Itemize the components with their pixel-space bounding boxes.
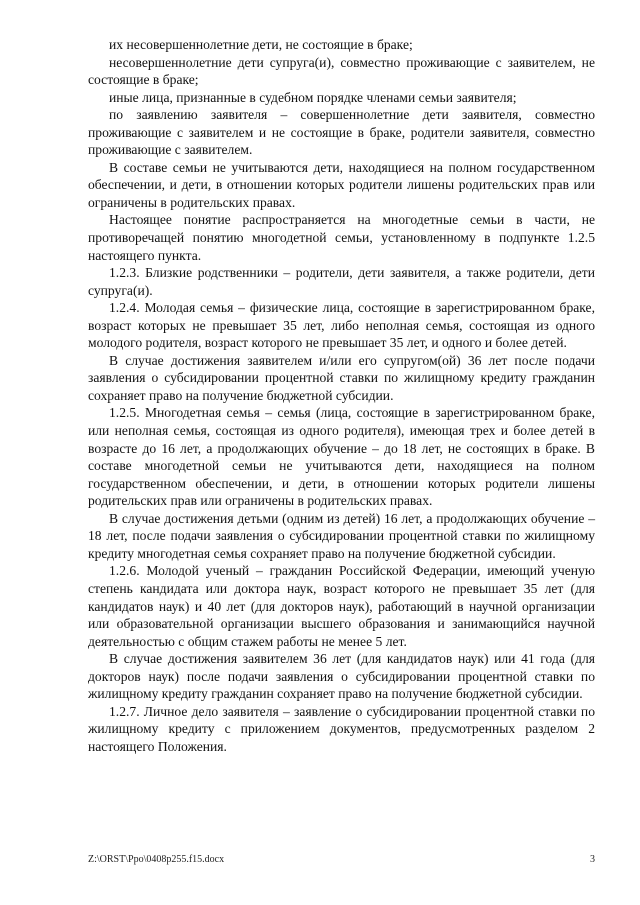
paragraph: несовершеннолетние дети супруга(и), совместно проживающие с заявителем, не состоящие в браке; — [88, 54, 595, 88]
paragraph: В составе семьи не учитываются дети, находящиеся на полном государственном обеспечении, и дети, в отношении которых родители лишены родительских прав или ограничены в родительских правах. — [88, 159, 595, 210]
paragraph: 1.2.7. Личное дело заявителя – заявление о субсидировании процентной ставки по жилищному кредиту с приложением документов, предусмотренных разделом 2 настоящего Положения. — [88, 703, 595, 754]
paragraph: 1.2.5. Многодетная семья – семья (лица, состоящие в зарегистрированном браке, или неполная семья, состоящая из одного родителя), имеющая трех и более детей в возрасте до 16 лет, а продолжающих обучение – до 18 лет, не состоящих в браке. В составе многодетной семьи не учитываются дети, находящиеся на полном государственном обеспечении, и дети, в отношении которых родители лишены родительских прав или ограничены в родительских правах. — [88, 405, 595, 509]
paragraph: их несовершеннолетние дети, не состоящие в браке; — [109, 37, 413, 52]
paragraph: 1.2.3. Близкие родственники – родители, дети заявителя, а также родители, дети супруга(и). — [88, 265, 595, 298]
document-body — [88, 36, 595, 755]
paragraph: В случае достижения детьми (одним из детей) 16 лет, а продолжающих обучение – 18 лет, после подачи заявления о субсидировании процентной ставки по жилищному кредиту многодетная семья сохраняет право на получение бюджетной субсидии. — [88, 510, 595, 561]
page-number: 3 — [590, 854, 595, 865]
paragraph: В случае достижения заявителем и/или его супругом(ой) 36 лет после подачи заявления о субсидировании процентной ставки по жилищному кредиту гражданин сохраняет право на получение бюджетной субсидии. — [88, 352, 595, 403]
paragraph: В случае достижения заявителем 36 лет (для кандидатов наук) или 41 года (для докторов наук) после подачи заявления о субсидировании процентной ставки по жилищному кредиту гражданин сохраняет право на получение бюджетной субсидии. — [88, 651, 595, 702]
paragraph: иные лица, признанные в судебном порядке членами семьи заявителя; — [109, 89, 517, 105]
paragraph: по заявлению заявителя – совершеннолетние дети заявителя, совместно проживающие с заявителем и не состоящие в браке, родители заявителя, совместно проживающие с заявителем. — [88, 107, 595, 158]
paragraph: 1.2.6. Молодой ученый – гражданин Российской Федерации, имеющий ученую степень кандидата или доктора наук, возраст которого не превышает 35 лет (для кандидатов наук) и 40 лет (для докторов наук), работающий в научной организации или образовательной организации высшего образования и занимающийся научной деятельностью с общим стажем работы не менее 5 лет. — [88, 563, 595, 649]
footer-file-path: Z:\ORST\Ppo\0408p255.f15.docx — [88, 854, 225, 865]
paragraph: Настоящее понятие распространяется на многодетные семьи в части, не противоречащей понятию многодетной семьи, установленному в подпункте 1.2.5 настоящего пункта. — [88, 212, 595, 263]
paragraph: 1.2.4. Молодая семья – физические лица, состоящие в зарегистрированном браке, возраст которых не превышает 35 лет, либо неполная семья, состоящая из одного молодого родителя, возраст которого не превышает 35 лет, и одного и более детей. — [88, 300, 595, 351]
